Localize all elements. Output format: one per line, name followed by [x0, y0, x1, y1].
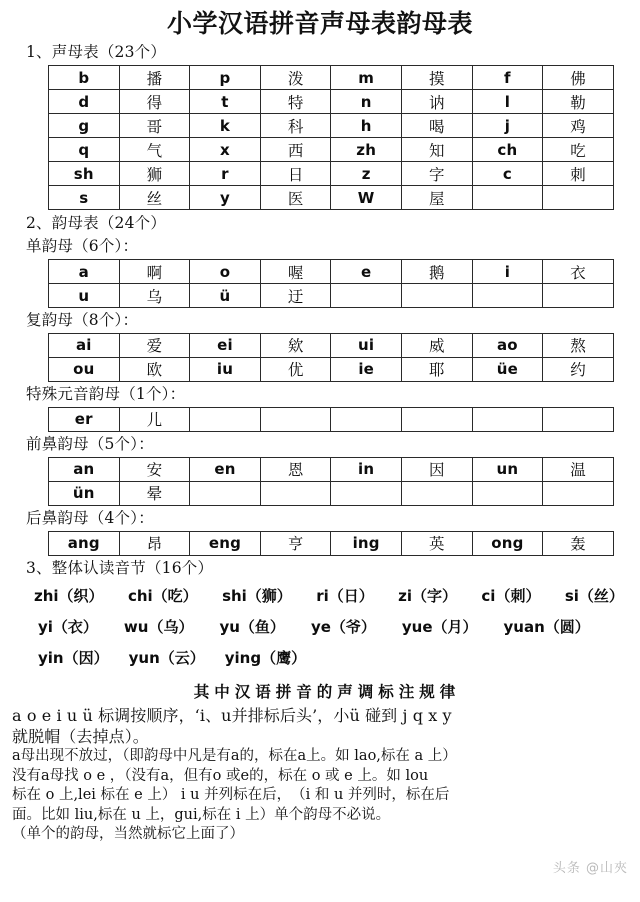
syllable-item: zhi（织） — [34, 586, 104, 605]
table-cell-hanzi: 威 — [401, 333, 472, 357]
shengmu-table — [48, 65, 614, 210]
table-cell-pinyin: eng — [190, 531, 261, 555]
syllable-item: zi（字） — [398, 586, 458, 605]
table-cell-hanzi: 讷 — [401, 90, 472, 114]
table-cell-pinyin: u — [49, 284, 120, 308]
table-cell-pinyin: W — [331, 186, 402, 210]
table-cell-hanzi: 泼 — [260, 66, 331, 90]
tone-rules-line: 没有a母找 o e ，（没有a，但有o 或e的，标在 o 或 e 上。如 lou — [12, 767, 429, 784]
table-cell-pinyin: un — [472, 457, 543, 481]
table-cell-pinyin: f — [472, 66, 543, 90]
table-cell-empty — [331, 284, 402, 308]
table-cell-pinyin: d — [49, 90, 120, 114]
qianbi-yunmu-table — [48, 457, 614, 506]
section-heading-zhengti: 3、整体认读音节（16个） — [26, 558, 214, 577]
table-cell-hanzi: 喝 — [401, 114, 472, 138]
table-cell-pinyin: x — [190, 138, 261, 162]
table-cell-hanzi: 欧 — [119, 357, 190, 381]
table-cell-pinyin: iu — [190, 357, 261, 381]
table-cell-pinyin: ün — [49, 481, 120, 505]
table-row — [49, 357, 614, 381]
table-cell-empty — [190, 481, 261, 505]
table-cell-hanzi: 勒 — [543, 90, 614, 114]
table-cell-empty — [472, 284, 543, 308]
table-cell-pinyin: q — [49, 138, 120, 162]
table-cell-empty — [472, 186, 543, 210]
table-cell-pinyin: s — [49, 186, 120, 210]
table-cell-empty — [260, 481, 331, 505]
table-cell-pinyin: zh — [331, 138, 402, 162]
table-cell-hanzi: 鸡 — [543, 114, 614, 138]
table-cell-pinyin: an — [49, 457, 120, 481]
table-cell-pinyin: j — [472, 114, 543, 138]
syllable-item: yin（因） — [38, 648, 109, 667]
table-cell-empty — [190, 407, 261, 431]
table-cell-pinyin: ie — [331, 357, 402, 381]
table-cell-pinyin: k — [190, 114, 261, 138]
group-heading-qianbi: 前鼻韵母（5个）： — [26, 434, 154, 453]
syllable-item: ri（日） — [316, 586, 374, 605]
section-heading-yunmu: 2、韵母表（24个） — [26, 214, 167, 233]
syllable-item: ci（刺） — [481, 586, 541, 605]
table-cell-empty — [401, 284, 472, 308]
tone-rules-line: 就脱帽（去掉点）。 — [12, 726, 149, 746]
table-cell-hanzi: 熬 — [543, 333, 614, 357]
table-cell-empty — [472, 407, 543, 431]
fuyunmu-table — [48, 333, 614, 382]
table-cell-pinyin: z — [331, 162, 402, 186]
tone-rules-line: a母出现不放过，（即韵母中凡是有a的，标在a上。如 lao,标在 a 上） — [12, 748, 457, 765]
tone-rules-title: 其中汉语拼音的声调标注规律 — [193, 681, 461, 701]
table-cell-pinyin: e — [331, 260, 402, 284]
tone-rules-line: （单个的韵母，当然就标它上面了） — [12, 826, 244, 843]
table-cell-hanzi: 气 — [119, 138, 190, 162]
group-heading-houbi: 后鼻韵母（4个）： — [26, 508, 154, 527]
tone-rules-line: 标在 o 上,lei 标在 e 上） i u 并列标在后， （i 和 u 并列时，标在后 — [12, 787, 450, 804]
table-cell-hanzi: 亨 — [260, 531, 331, 555]
table-cell-empty — [401, 481, 472, 505]
table-cell-hanzi: 日 — [260, 162, 331, 186]
houbi-yunmu-table-body — [49, 531, 614, 555]
table-cell-hanzi: 喔 — [260, 260, 331, 284]
table-row — [49, 186, 614, 210]
syllable-item: yun（云） — [128, 648, 205, 667]
table-cell-hanzi: 啊 — [119, 260, 190, 284]
houbi-yunmu-table — [48, 531, 614, 556]
table-cell-pinyin: ing — [331, 531, 402, 555]
table-cell-empty — [543, 407, 614, 431]
table-cell-hanzi: 恩 — [260, 457, 331, 481]
table-cell-pinyin: o — [190, 260, 261, 284]
table-cell-empty — [472, 481, 543, 505]
table-cell-pinyin: ai — [49, 333, 120, 357]
group-heading-teshu: 特殊元音韵母（1个）： — [26, 384, 186, 403]
table-cell-pinyin: l — [472, 90, 543, 114]
table-cell-hanzi: 耶 — [401, 357, 472, 381]
table-cell-hanzi: 约 — [543, 357, 614, 381]
table-row — [49, 138, 614, 162]
table-cell-hanzi: 乌 — [119, 284, 190, 308]
syllable-line — [34, 643, 624, 674]
fuyunmu-table-body — [49, 333, 614, 381]
table-cell-hanzi: 摸 — [401, 66, 472, 90]
syllable-item: ye（爷） — [310, 617, 376, 636]
table-row — [49, 457, 614, 481]
table-cell-hanzi: 衣 — [543, 260, 614, 284]
table-row — [49, 407, 614, 431]
table-cell-pinyin: g — [49, 114, 120, 138]
tone-rules-line: a o e i u ü 标调按顺序，‘i、u并排标后头’，小ü 碰到 j q x y — [12, 705, 452, 725]
table-cell-pinyin: ui — [331, 333, 402, 357]
table-cell-hanzi: 科 — [260, 114, 331, 138]
syllable-item: ying（鹰） — [224, 648, 307, 667]
syllable-line — [34, 612, 624, 643]
syllable-item: yue（月） — [401, 617, 478, 636]
table-cell-pinyin: b — [49, 66, 120, 90]
table-cell-empty — [331, 407, 402, 431]
danyunmu-table-body — [49, 260, 614, 308]
shengmu-table-body — [49, 66, 614, 210]
table-cell-hanzi: 佛 — [543, 66, 614, 90]
table-cell-hanzi: 温 — [543, 457, 614, 481]
table-cell-pinyin: ang — [49, 531, 120, 555]
group-heading-danyunmu: 单韵母（6个）： — [26, 237, 139, 256]
table-cell-hanzi: 迂 — [260, 284, 331, 308]
table-cell-hanzi: 因 — [401, 457, 472, 481]
table-cell-empty — [543, 284, 614, 308]
table-cell-pinyin: üe — [472, 357, 543, 381]
table-cell-pinyin: h — [331, 114, 402, 138]
table-cell-empty — [543, 481, 614, 505]
syllable-item: yu（鱼） — [219, 617, 285, 636]
syllable-item: yi（衣） — [38, 617, 98, 636]
table-cell-empty — [401, 407, 472, 431]
syllable-item: wu（乌） — [123, 617, 194, 636]
document-page — [0, 8, 640, 902]
qianbi-yunmu-table-body — [49, 457, 614, 505]
table-row — [49, 481, 614, 505]
table-cell-pinyin: m — [331, 66, 402, 90]
table-cell-empty — [543, 186, 614, 210]
table-cell-hanzi: 知 — [401, 138, 472, 162]
syllable-item: chi（吃） — [127, 586, 198, 605]
table-cell-hanzi: 屋 — [401, 186, 472, 210]
page-title: 小学汉语拼音声母表韵母表 — [166, 9, 473, 38]
table-cell-pinyin: y — [190, 186, 261, 210]
table-row — [49, 66, 614, 90]
table-cell-hanzi: 轰 — [543, 531, 614, 555]
table-cell-hanzi: 得 — [119, 90, 190, 114]
teshu-yunmu-table — [48, 407, 614, 432]
table-cell-hanzi: 字 — [401, 162, 472, 186]
table-row — [49, 333, 614, 357]
table-row — [49, 284, 614, 308]
table-cell-pinyin: er — [49, 407, 120, 431]
table-cell-hanzi: 播 — [119, 66, 190, 90]
section-heading-shengmu: 1、声母表（23个） — [26, 43, 167, 62]
table-cell-pinyin: sh — [49, 162, 120, 186]
syllable-item: yuan（圆） — [503, 617, 590, 636]
teshu-yunmu-table-body — [49, 407, 614, 431]
table-row — [49, 114, 614, 138]
table-row — [49, 90, 614, 114]
table-cell-hanzi: 晕 — [119, 481, 190, 505]
table-cell-pinyin: ou — [49, 357, 120, 381]
table-cell-pinyin: ao — [472, 333, 543, 357]
table-cell-hanzi: 狮 — [119, 162, 190, 186]
syllable-line — [34, 581, 624, 612]
table-cell-pinyin: ong — [472, 531, 543, 555]
table-cell-hanzi: 欸 — [260, 333, 331, 357]
table-cell-pinyin: a — [49, 260, 120, 284]
table-cell-hanzi: 英 — [401, 531, 472, 555]
table-cell-hanzi: 优 — [260, 357, 331, 381]
danyunmu-table — [48, 259, 614, 308]
table-cell-hanzi: 丝 — [119, 186, 190, 210]
group-heading-fuyunmu: 复韵母（8个）： — [26, 311, 139, 330]
tone-rules-block — [0, 680, 640, 845]
table-cell-pinyin: i — [472, 260, 543, 284]
table-cell-hanzi: 鹅 — [401, 260, 472, 284]
table-cell-hanzi: 特 — [260, 90, 331, 114]
table-row — [49, 260, 614, 284]
zhengti-syllable-block — [0, 581, 640, 674]
table-cell-pinyin: ch — [472, 138, 543, 162]
syllable-item: shi（狮） — [222, 586, 292, 605]
table-cell-pinyin: p — [190, 66, 261, 90]
table-cell-hanzi: 刺 — [543, 162, 614, 186]
table-cell-pinyin: in — [331, 457, 402, 481]
table-cell-hanzi: 安 — [119, 457, 190, 481]
table-cell-empty — [331, 481, 402, 505]
watermark: 头条 @山夾 — [552, 861, 628, 876]
table-row — [49, 531, 614, 555]
table-cell-hanzi: 吃 — [543, 138, 614, 162]
table-cell-hanzi: 医 — [260, 186, 331, 210]
table-cell-pinyin: en — [190, 457, 261, 481]
table-cell-pinyin: r — [190, 162, 261, 186]
table-cell-pinyin: ü — [190, 284, 261, 308]
table-cell-pinyin: c — [472, 162, 543, 186]
table-cell-pinyin: n — [331, 90, 402, 114]
table-cell-hanzi: 西 — [260, 138, 331, 162]
syllable-item: si（丝） — [564, 586, 624, 605]
tone-rules-line: 面。比如 liu,标在 u 上，gui,标在 i 上）单个韵母不必说。 — [12, 806, 391, 823]
table-cell-pinyin: ei — [190, 333, 261, 357]
table-cell-pinyin: t — [190, 90, 261, 114]
table-cell-hanzi: 儿 — [119, 407, 190, 431]
table-row — [49, 162, 614, 186]
table-cell-hanzi: 昂 — [119, 531, 190, 555]
table-cell-empty — [260, 407, 331, 431]
table-cell-hanzi: 爱 — [119, 333, 190, 357]
table-cell-hanzi: 哥 — [119, 114, 190, 138]
